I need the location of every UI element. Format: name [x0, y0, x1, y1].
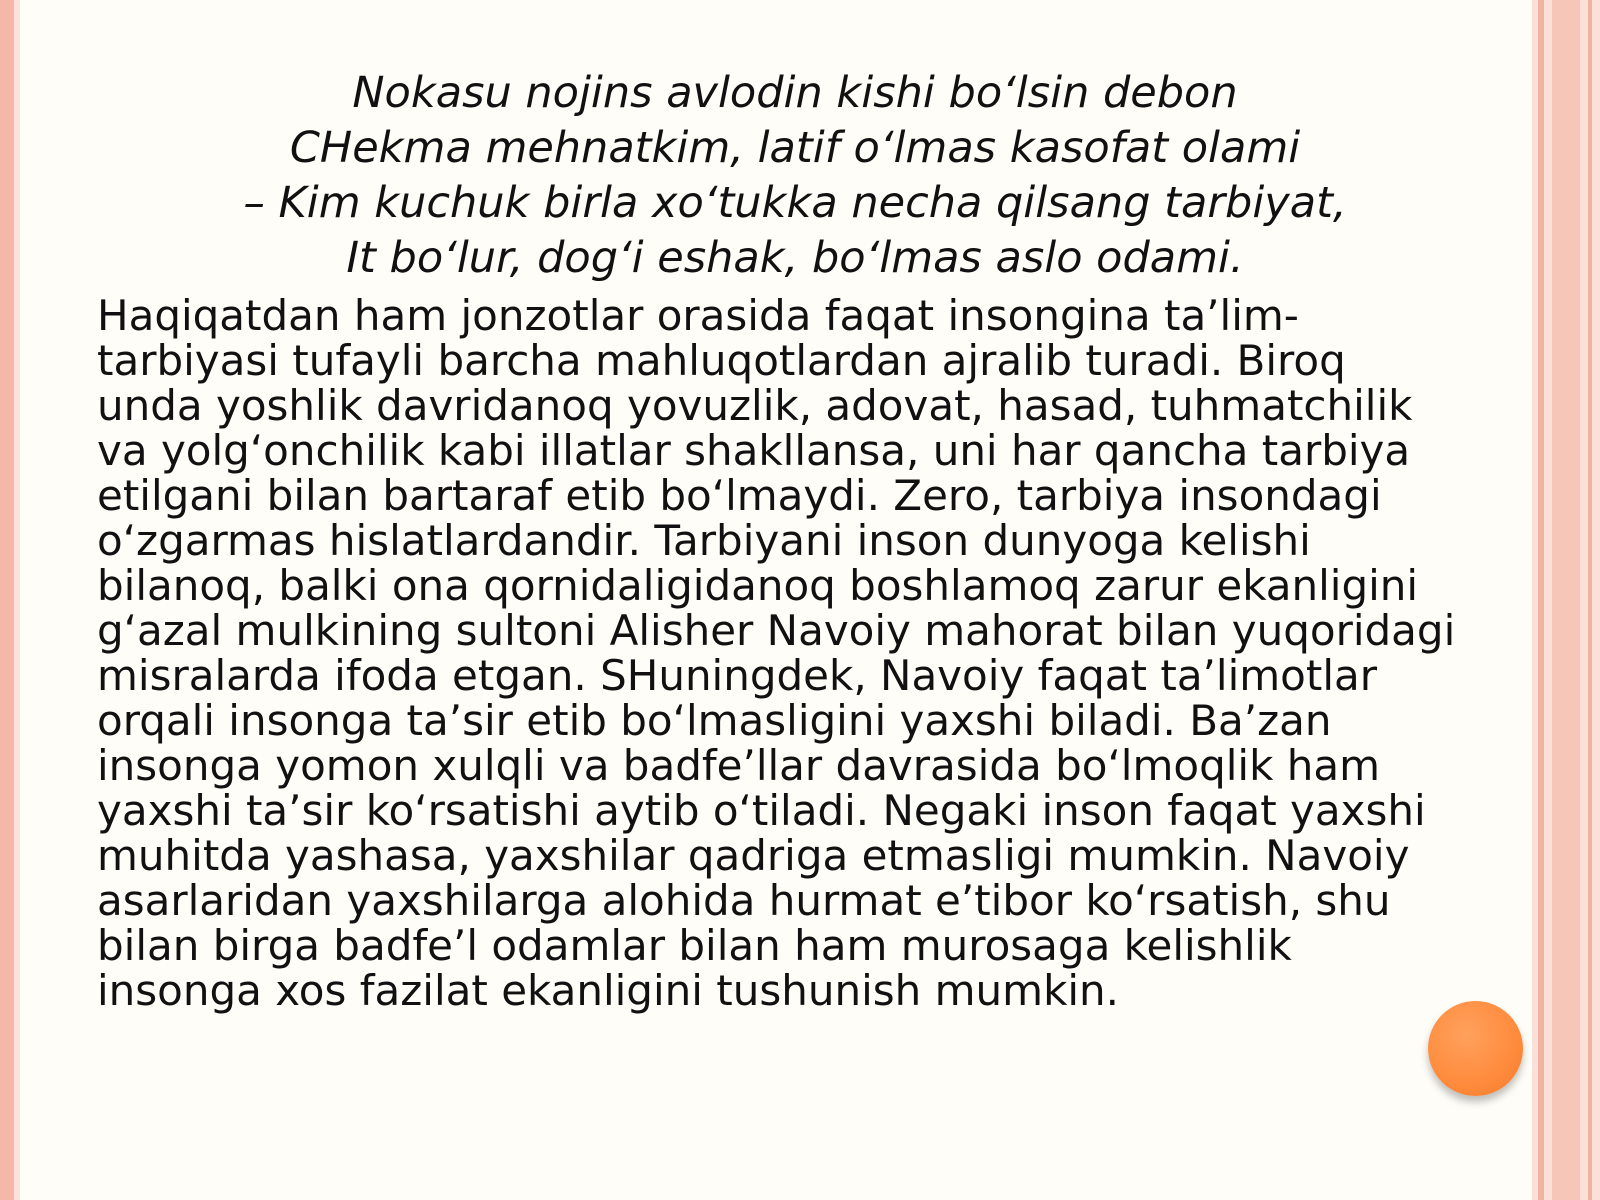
slide	[20, 0, 1532, 1200]
verse-line: Nokasu nojins avlodin kishi boʻlsin debon	[352, 68, 1238, 118]
paragraph-line: gʻazal mulkining sultoni Alisher Navoiy mahorat bilan yuqoridagi	[97, 606, 1456, 655]
paragraph-line: bilanoq, balki ona qornidaligidanoq boshlamoq zarur ekanligini	[97, 561, 1419, 610]
paragraph-line: misralarda ifoda etgan. SHuningdek, Navoiy faqat taʼlimotlar	[97, 651, 1377, 700]
orange-circle-decoration	[1428, 1001, 1523, 1096]
paragraph-line: tarbiyasi tufayli barcha mahluqotlardan ajralib turadi. Biroq	[97, 336, 1346, 385]
verse-line: – Kim kuchuk birla xoʻtukka necha qilsang tarbiyat,	[243, 178, 1347, 228]
right-border-line	[1588, 0, 1592, 1200]
body-paragraph	[97, 293, 1537, 1013]
paragraph-line: Haqiqatdan ham jonzotlar orasida faqat insongina taʼlim-	[97, 291, 1299, 340]
paragraph-line: unda yoshlik davridanoq yovuzlik, adovat, hasad, tuhmatchilik	[97, 381, 1413, 430]
paragraph-line: muhitda yashasa, yaxshilar qadriga etmasligi mumkin. Navoiy	[97, 831, 1410, 880]
paragraph-line: yaxshi taʼsir koʻrsatishi aytib oʻtiladi. Negaki inson faqat yaxshi	[97, 786, 1426, 835]
verse-line: CHekma mehnatkim, latif oʻlmas kasofat olami	[289, 123, 1301, 173]
paragraph-line: insonga yomon xulqli va badfeʼllar davrasida boʻlmoqlik ham	[97, 741, 1381, 790]
poem-verse	[20, 66, 1570, 286]
paragraph-line: asarlaridan yaxshilarga alohida hurmat eʼtibor koʻrsatish, shu	[97, 876, 1391, 925]
verse-line: It boʻlur, dogʻi eshak, boʻlmas aslo odami.	[346, 233, 1244, 283]
paragraph-line: bilan birga badfeʼl odamlar bilan ham murosaga kelishlik	[97, 921, 1292, 970]
left-decorative-stripe	[0, 0, 14, 1200]
paragraph-line: orqali insonga taʼsir etib boʻlmasligini yaxshi biladi. Baʼzan	[97, 696, 1332, 745]
paragraph-line: insonga xos fazilat ekanligini tushunish mumkin.	[97, 966, 1120, 1015]
paragraph-line: etilgani bilan bartaraf etib boʻlmaydi. Zero, tarbiya insondagi	[97, 471, 1382, 520]
paragraph-line: va yolgʻonchilik kabi illatlar shakllansa, uni har qancha tarbiya	[97, 426, 1411, 475]
paragraph-line: oʻzgarmas hislatlardandir. Tarbiyani inson dunyoga kelishi	[97, 516, 1311, 565]
